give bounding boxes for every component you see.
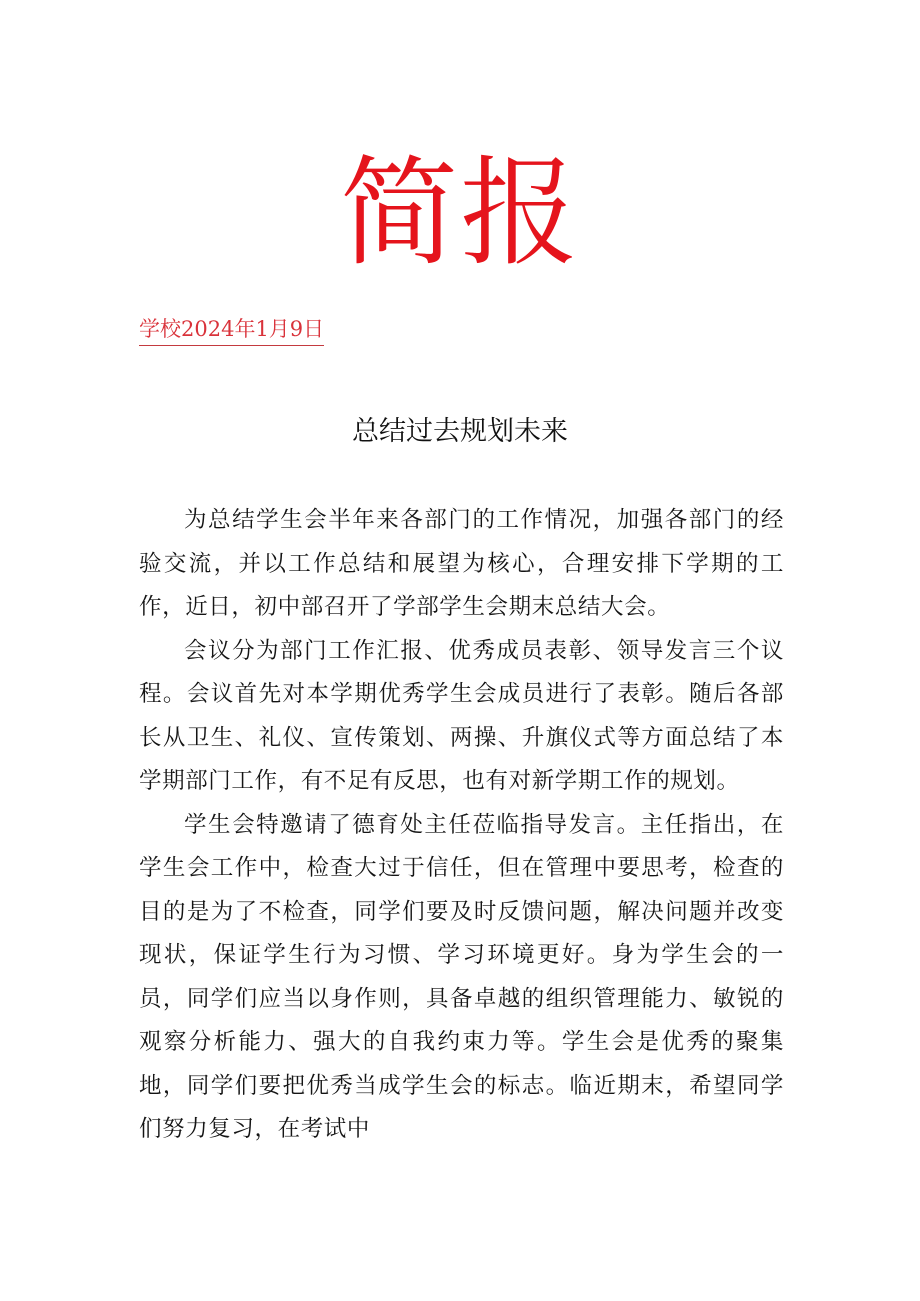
article-body [139,499,784,1152]
article-paragraph-1: 为总结学生会半年来各部门的工作情况，加强各部门的经验交流，并以工作总结和展望为核心，合理安排下学期的工作，近日，初中部召开了学部学生会期末总结大会。 [139,507,784,620]
masthead-title: 简报 [339,144,580,282]
dateline: 学校2024年1月9日 [139,314,324,346]
article-headline: 总结过去规划未来 [352,416,568,447]
article-paragraph-2: 会议分为部门工作汇报、优秀成员表彰、领导发言三个议程。会议首先对本学期优秀学生会成员进行了表彰。随后各部长从卫生、礼仪、宣传策划、两操、升旗仪式等方面总结了本学期部门工作，有不足有反思，也有对新学期工作的规划。 [139,637,784,794]
article-paragraph-3: 学生会特邀请了德育处主任莅临指导发言。主任指出，在学生会工作中，检查大过于信任，但在管理中要思考，检查的目的是为了不检查，同学们要及时反馈问题，解决问题并改变现状，保证学生行为习惯、学习环境更好。身为学生会的一员，同学们应当以身作则，具备卓越的组织管理能力、敏锐的观察分析能力、强大的自我约束力等。学生会是优秀的聚集地，同学们要把优秀当成学生会的标志。临近期末，希望同学们努力复习，在考试中 [139,811,784,1142]
